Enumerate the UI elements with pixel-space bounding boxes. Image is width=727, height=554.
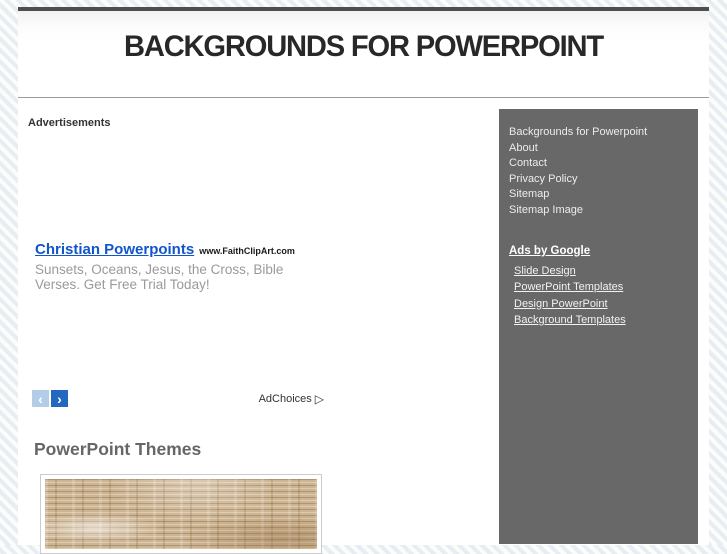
ad-bottom-bar [32,390,324,407]
sidebar-item-sitemap[interactable]: Sitemap [509,188,550,201]
ad-headline-link[interactable]: Christian Powerpoints [35,241,195,258]
ad-display-url: www.FaithClipArt.com [199,246,295,256]
sidebar-item-backgrounds-for-powerpoint[interactable]: Backgrounds for Powerpoint [509,126,648,138]
theme-thumbnail-link[interactable] [40,474,322,554]
sidebar-item-contact[interactable]: Contact [509,157,547,170]
ad-description-line1: Sunsets, Oceans, Jesus, the Cross, Bible [35,262,284,277]
adchoices-link[interactable] [259,392,324,406]
sidebar-item-privacy-policy[interactable]: Privacy Policy [509,172,578,185]
google-ad-link-powerpoint-templates[interactable]: PowerPoint Templates [514,281,624,294]
ad-carousel-arrows [32,390,68,407]
ad-description [35,262,323,293]
theme-thumbnail-image [45,479,317,549]
ads-by-google-heading[interactable]: Ads by Google [509,244,591,257]
google-ad-link-design-powerpoint[interactable]: Design PowerPoint [514,297,608,310]
google-ad-link-slide-design[interactable]: Slide Design [514,264,576,277]
chevron-left-icon: ‹ [38,390,43,407]
ads-by-google-links [509,263,686,329]
ad-unit [28,137,330,407]
chevron-right-icon: › [57,390,62,407]
main-column [18,98,499,554]
ad-creative [35,241,323,293]
content-area [18,98,709,554]
page-title: BACKGROUNDS FOR POWERPOINT [124,30,603,63]
advertisements-label: Advertisements [28,117,111,129]
sidebar-item-sitemap-image[interactable]: Sitemap Image [509,203,583,216]
adchoices-icon: ▷ [314,391,324,406]
next-ad-button[interactable] [51,390,68,407]
section-heading-powerpoint-themes: PowerPoint Themes [34,439,202,459]
page-container [18,7,709,545]
adchoices-label: AdChoices [258,392,312,405]
previous-ad-button[interactable] [32,390,49,407]
site-header [18,11,709,98]
sidebar [499,109,698,544]
ad-description-line2: Verses. Get Free Trial Today! [35,277,210,293]
ads-by-google-section [509,245,686,329]
sidebar-nav [509,125,686,219]
google-ad-link-background-templates[interactable]: Background Templates [514,314,626,327]
sidebar-item-about[interactable]: About [509,141,538,154]
ad-headline-row [35,241,323,259]
